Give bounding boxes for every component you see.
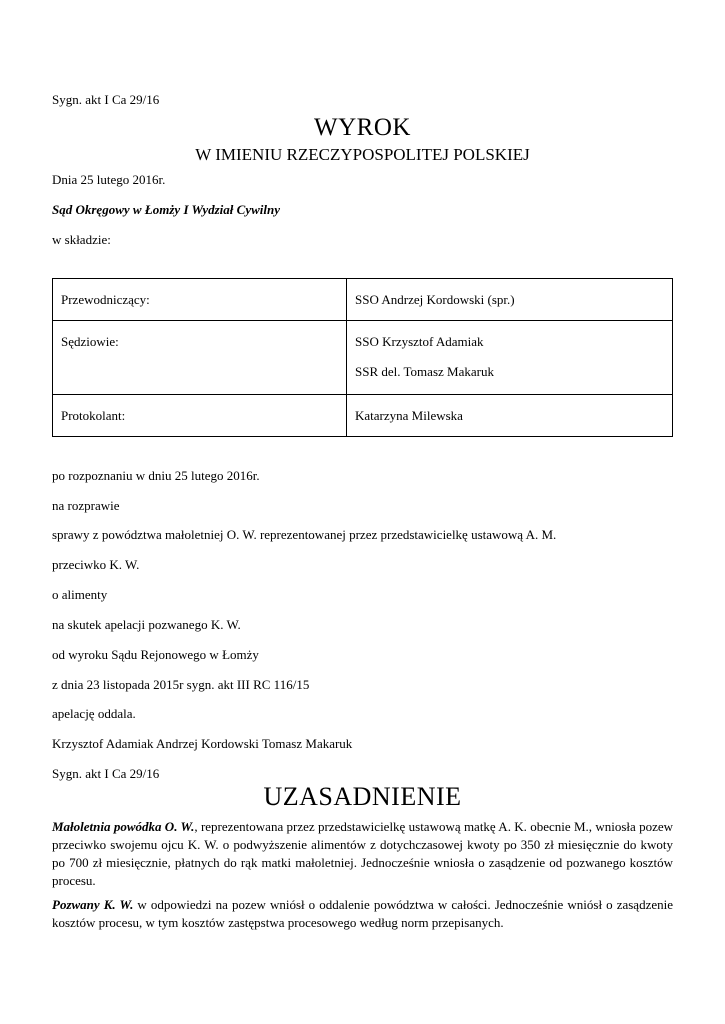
body-line-case: sprawy z powództwa małoletniej O. W. reprezentowanej przez przedstawicielkę ustawową A. M. — [52, 527, 557, 542]
document-title: WYROK — [314, 114, 411, 141]
presiding-label: Przewodniczący: — [53, 279, 347, 321]
body-line-ruling: apelację oddala. — [52, 706, 136, 721]
signatories: Krzysztof Adamiak Andrzej Kordowski Tomasz Makaruk — [52, 736, 353, 751]
body-line-lower-judgment: z dnia 23 listopada 2015r sygn. akt III RC 116/15 — [52, 677, 310, 692]
document-subtitle: W IMIENIU RZECZYPOSPOLITEJ POLSKIEJ — [195, 145, 530, 164]
judges-value — [347, 321, 673, 395]
body-line-appeal: na skutek apelacji pozwanego K. W. — [52, 617, 241, 632]
body-line-lower-court: od wyroku Sądu Rejonowego w Łomży — [52, 647, 259, 662]
case-signature-top: Sygn. akt I Ca 29/16 — [52, 92, 160, 107]
judges-label: Sędziowie: — [53, 321, 347, 395]
justification-paragraph-1: Małoletnia powódka O. W., reprezentowana przez przedstawicielkę ustawową matkę A. K. obecnie M., wniosła pozew przeciwko swojemu ojcu K. W. o podwyższenie alimentów z dotychczasowej kwoty po 350 zł miesięcznie do kwoty po 700 zł miesięcznie, płatnych do rąk matki małoletniej. Jednocześnie wniosła o zasądzenie od pozwanego kosztów procesu. — [52, 819, 673, 888]
table-row — [53, 395, 673, 437]
court-name: Sąd Okręgowy w Łomży I Wydział Cywilny — [52, 202, 280, 217]
clerk-value: Katarzyna Milewska — [347, 395, 673, 437]
clerk-label: Protokolant: — [53, 395, 347, 437]
table-row — [53, 279, 673, 321]
judge-2: SSR del. Tomasz Makaruk — [355, 364, 494, 379]
body-line-against: przeciwko K. W. — [52, 557, 140, 572]
case-signature-bottom: Sygn. akt I Ca 29/16 — [52, 766, 160, 781]
paragraph-lead: Małoletnia powódka O. W. — [52, 819, 195, 834]
judgment-date: Dnia 25 lutego 2016r. — [52, 172, 166, 187]
body-line-hearing-date: po rozpoznaniu w dniu 25 lutego 2016r. — [52, 468, 260, 483]
presiding-value: SSO Andrzej Kordowski (spr.) — [347, 279, 673, 321]
judge-1: SSO Krzysztof Adamiak — [355, 334, 484, 349]
court-composition-table — [52, 278, 673, 437]
composition-intro: w składzie: — [52, 232, 111, 247]
justification-heading: UZASADNIENIE — [263, 782, 462, 811]
justification-paragraph-2: Pozwany K. W. w odpowiedzi na pozew wniósł o oddalenie powództwa w całości. Jednocześnie wniósł o zasądzenie kosztów procesu, w tym kosztów zastępstwa procesowego według norm przepisanych. — [52, 897, 673, 930]
table-row — [53, 321, 673, 395]
body-line-session: na rozprawie — [52, 498, 120, 513]
body-line-subject: o alimenty — [52, 587, 108, 602]
paragraph-lead: Pozwany K. W. — [52, 897, 134, 912]
